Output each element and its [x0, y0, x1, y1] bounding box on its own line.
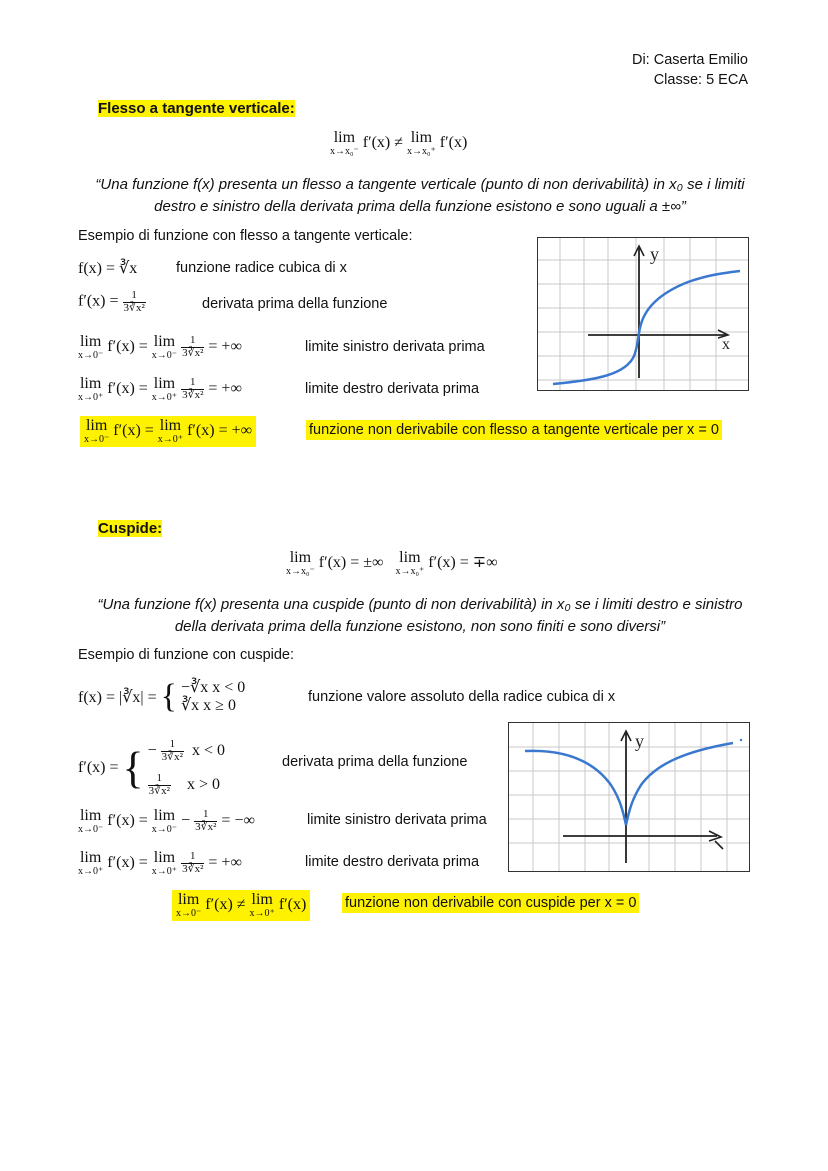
curve-dot	[740, 739, 742, 741]
section1-f-definition: f(x) = ∛x	[78, 260, 138, 277]
section2-f-definition: f(x) = |∛x| = { −∛x x < 0 ∛x x ≥ 0	[78, 678, 246, 715]
section1-conclusion-text: funzione non derivabile con flesso a tangente verticale per x = 0	[306, 420, 722, 440]
section1-definition-formula: lim x→x₀⁻ f′(x) ≠ lim x→x₀⁺ f′(x)	[330, 129, 468, 157]
section2-right-limit: lim x→0⁺ f′(x) = lim x→0⁺ $\frac{1}{\text{3∛x²}}$ = +∞	[78, 849, 242, 877]
section2-example-title: Esempio di funzione con cuspide:	[78, 647, 295, 663]
author: Di: Caserta Emilio	[631, 52, 748, 68]
section2-right-limit-desc: limite destro derivata prima	[305, 854, 480, 870]
section2-definition-formula: lim x→x₀⁻ f′(x) = ±∞ lim x→x₀⁺ f′(x) = ∓∞	[286, 549, 498, 577]
section1-title: Flesso a tangente verticale:	[98, 100, 295, 117]
section2-left-limit: lim x→0⁻ f′(x) = lim x→0⁻ − $\frac{1}{\text{3∛x²}}$ = −∞	[78, 807, 255, 835]
section1-left-limit-desc: limite sinistro derivata prima	[305, 339, 485, 355]
section1-f-desc: funzione radice cubica di x	[176, 260, 347, 276]
graph-grid	[538, 238, 748, 390]
section2-quote: “Una funzione f(x) presenta una cuspide (punto di non derivabilità) in x₀ se i limiti destro e sinistro della derivata prima della funzione esistono, non sono finiti e sono diversi”	[97, 596, 743, 635]
section1-right-limit: lim x→0⁺ f′(x) = lim x→0⁺ $\frac{1}{\text{3∛x²}}$ = +∞	[78, 375, 242, 403]
section1-quote: “Una funzione f(x) presenta un flesso a tangente verticale (punto di non derivabilità) in x₀ se i limiti destro e sinistro della derivata prima della funzione esistono e sono uguali a ±∞”	[95, 176, 745, 215]
cube-root-graph	[537, 237, 749, 391]
x-axis-label: x	[722, 336, 730, 353]
section2-conclusion-formula: lim x→0⁻ f′(x) ≠ lim x→0⁺ f′(x)	[172, 890, 310, 921]
cusp-graph	[508, 722, 750, 872]
cusp-curve	[525, 743, 733, 825]
section1-conclusion-formula: lim x→0⁻ f′(x) = lim x→0⁺ f′(x) = +∞	[80, 416, 256, 447]
section2-title: Cuspide:	[98, 520, 163, 537]
section2-left-limit-desc: limite sinistro derivata prima	[307, 812, 487, 828]
section2-fprime-desc: derivata prima della funzione	[282, 754, 468, 770]
section2-fprime: f′(x) = { − $\frac{1}{\text{3∛x²}}$ x < 0 $\frac{1}{\text{3∛x²}}$ x > 0	[78, 738, 226, 797]
graph-grid	[509, 723, 749, 871]
section1-fprime: f′(x) = $\frac{1}{\text{3∛x²}}$	[78, 289, 145, 314]
y-axis-label: y	[650, 244, 659, 264]
section1-right-limit-desc: limite destro derivata prima	[305, 381, 480, 397]
x-axis-arrow	[715, 841, 723, 849]
header	[632, 50, 748, 90]
section2-conclusion-text: funzione non derivabile con cuspide per x = 0	[342, 893, 639, 913]
section1-example-title: Esempio di funzione con flesso a tangente verticale:	[78, 228, 413, 244]
section2-f-desc: funzione valore assoluto della radice cubica di x	[308, 689, 616, 705]
y-axis-label: y	[635, 731, 644, 751]
cube-root-curve	[553, 271, 740, 384]
class-label: Classe: 5 ECA	[653, 72, 748, 88]
section1-left-limit: lim x→0⁻ f′(x) = lim x→0⁻ $\frac{1}{\text{3∛x²}}$ = +∞	[78, 333, 242, 361]
section1-fprime-desc: derivata prima della funzione	[202, 296, 388, 312]
